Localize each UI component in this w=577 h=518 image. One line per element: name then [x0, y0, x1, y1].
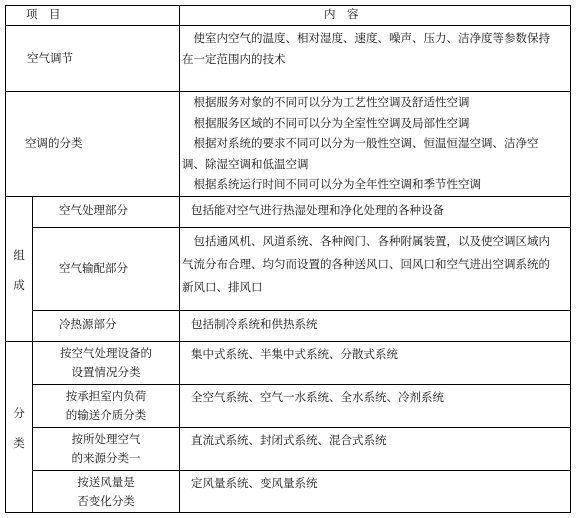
group-label-classification: 分 类 — [13, 406, 25, 450]
content-by-equipment-setup: 集中式系统、半集中式系统、分散式系统 — [191, 347, 398, 361]
rule-after-composition — [5, 341, 571, 342]
group-label-composition: 组 成 — [13, 248, 25, 292]
label-by-transport-medium: 按承担室内负荷 的输送介质分类 — [65, 389, 147, 422]
label-air-conditioning: 空气调节 — [27, 51, 73, 65]
rule-main-col — [179, 5, 180, 513]
rule-comp-1 — [32, 227, 571, 228]
content-by-transport-medium: 全空气系统、空气一水系统、全水系统、冷剂系统 — [191, 390, 444, 404]
content-classification-of-ac: 根据服务对象的不同可以分为工艺性空调及舒适性空调 根据服务区域的不同可以分为全室性空调及局部性空调 根据对系统的要求不同可以分为一般性空调、恒温恒湿空调、洁净空 调、除湿空调和低温空调 根据系统运行时间不同可以分为全年性空调和季节性空调 — [182, 95, 539, 191]
rule-class-2 — [32, 427, 571, 428]
rule-header — [5, 25, 571, 26]
rule-comp-2 — [32, 310, 571, 311]
label-by-air-source: 按所处理空气 的来源分类一 — [71, 432, 141, 465]
rule-group-col-composition — [32, 196, 33, 341]
header-item: 项 目 — [26, 7, 61, 21]
label-by-air-volume: 按送风量是 否变化分类 — [77, 475, 135, 508]
content-cooling-heating-source: 包括制冷系统和供热系统 — [191, 317, 318, 331]
label-classification-of-ac: 空调的分类 — [25, 136, 83, 150]
content-air-distribution: 包括通风机、风道系统、各种阀门、各种附属装置，以及使空调区域内 气流分布合理、均匀而设置的各种送风口、回风口和空气进出空调系统的 新风口、排风口 — [182, 234, 550, 294]
rule-after-classification-of-ac — [5, 196, 571, 197]
rule-class-1 — [32, 384, 571, 385]
content-air-conditioning: 使室内空气的温度、相对湿度、速度、噪声、压力、洁净度等参数保持 在一定范围内的技术 — [182, 31, 550, 66]
label-air-handling: 空气处理部分 — [59, 203, 128, 217]
content-by-air-source: 直流式系统、封闭式系统、混合式系统 — [191, 433, 387, 447]
label-cooling-heating-source: 冷热源部分 — [59, 317, 117, 331]
label-by-equipment-setup: 按空气处理设备的 设置情况分类 — [60, 346, 152, 379]
content-by-air-volume: 定风量系统、变风量系统 — [191, 476, 318, 490]
rule-class-3 — [32, 470, 571, 471]
header-content: 内 容 — [324, 7, 359, 21]
label-air-distribution: 空气输配部分 — [59, 261, 128, 275]
content-air-handling: 包括能对空气进行热湿处理和净化处理的各种设备 — [191, 203, 444, 217]
